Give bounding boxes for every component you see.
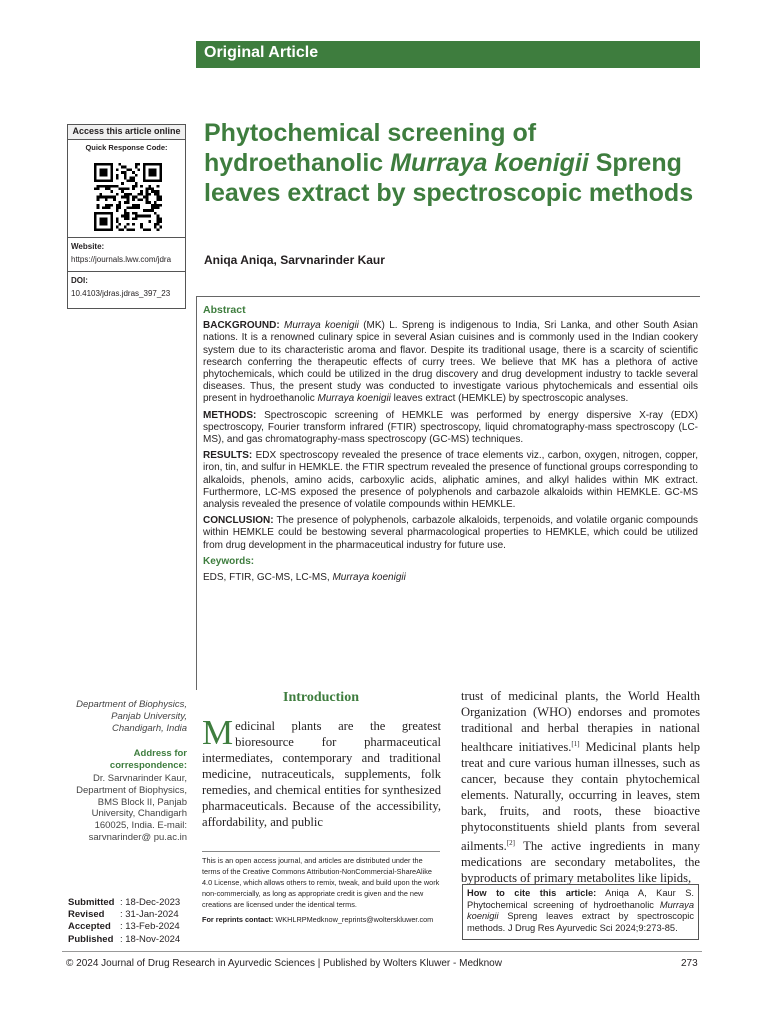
keywords-heading: Keywords: — [203, 555, 255, 567]
website-link[interactable]: https://journals.lww.com/jdra — [71, 255, 172, 264]
access-box — [67, 124, 186, 309]
body-column-left: Medicinal plants are the greatest bioresource for pharmaceutical intermediates, contemporary and traditional medicine, nutraceuticals, supplements, folk remedies, and chemical entities for synthesized pharmaceuticals. Because of the accessibility, affordability, and public — [202, 713, 441, 829]
citation-box: How to cite this article: Aniqa A, Kaur S. Phytochemical screening of hydroethanolic Murraya koenigii Spreng leaves extract by spectroscopic methods. J Drug Res Ayurvedic Sci 2024;9:273-85. — [462, 884, 699, 940]
divider — [62, 951, 702, 952]
correspondence-heading: Address for correspondence: — [109, 748, 187, 771]
open-access-notice: This is an open access journal, and articles are distributed under the terms of the Creative Commons Attribution-NonCommercial-ShareAlike 4.0 License, which allows others to remix, tweak, and build upon the work non-commercially, as long as appropriate credit is given and the new creations are licensed under the identical terms. For reprints contact: WKHLRPMedknow_reprints@wolterskluwer.com — [202, 856, 440, 924]
access-box-title: Access this article online — [68, 125, 185, 140]
divider — [196, 296, 700, 297]
divider — [68, 271, 185, 272]
citation-ref[interactable]: [1] — [571, 740, 580, 748]
qr-code-icon[interactable] — [94, 163, 162, 231]
correspondence-address: Dr. Sarvnarinder Kaur, Department of Biophysics, BMS Block II, Panjab University, Chandigarh 160025, India. E-mail: sarvnarinder@ pu.ac.in — [76, 773, 187, 843]
publication-dates — [68, 897, 180, 946]
abstract — [203, 304, 698, 584]
abstract-results: RESULTS: EDX spectroscopy revealed the presence of trace elements viz., carbon, oxygen, nitrogen, copper, iron, tin, and sulfur in HEMKLE. the FTIR spectrum revealed the presence of functional groups corresponding to alkaloids, phenols, amino acids, carboxylic acids, aliphatic amines, and alkyl halides within MK extract. Furthermore, LC-MS exposed the presence of polyphenols and carbazole alkaloids within HEMKLE. GC-MS analysis revealed the presence of volatile compounds within HEMKLE. — [203, 450, 698, 511]
page-number: 273 — [681, 958, 698, 969]
author-list: Aniqa Aniqa, Sarvnarinder Kaur — [204, 253, 385, 267]
date-row: Submitted : 18-Dec-2023 — [68, 897, 181, 908]
date-row: Accepted : 13-Feb-2024 — [68, 921, 180, 933]
abstract-background: BACKGROUND: Murraya koenigii (MK) L. Spreng is indigenous to India, Sri Lanka, and other South Asian nations. It is a renowned culinary spice in several Asian cuisines and is commonly used in the Indian cookery system due to its characteristic aroma and flavor. Despite its traditional usage, there is a scarcity of scientific research conferring the therapeutic effects of curry trees. We believe that MK has a plethora of active phytochemicals, which could be utilized in the drug discovery and drug development industry to tackle several diseases. Thus, the present study was conducted to investigate various phytochemicals and essential oils present in hydroethanolic Murraya koenigii leaves extract (HEMKLE) by spectroscopic analyses. — [203, 320, 698, 405]
doi-link[interactable]: 10.4103/jdras.jdras_397_23 — [71, 289, 171, 298]
section-heading: Introduction — [283, 690, 359, 705]
footer-text: © 2024 Journal of Drug Research in Ayurvedic Sciences | Published by Wolters Kluwer - Medknow — [66, 958, 502, 969]
keywords: EDS, FTIR, GC-MS, LC-MS, Murraya koenigii — [203, 572, 406, 584]
date-row: Published : 18-Nov-2024 — [68, 933, 181, 945]
divider — [202, 851, 440, 852]
doi-label: DOI: — [71, 276, 88, 285]
abstract-conclusion: CONCLUSION: The presence of polyphenols, carbazole alkaloids, terpenoids, and volatile organic compounds within HEMKLE could be bestowing several pharmacological properties to HEMKLE, which could be utilized from drug development in the pharmaceutical industry for future use. — [203, 515, 698, 551]
divider — [196, 296, 197, 690]
website-label: Website: — [71, 242, 105, 251]
body-column-right: trust of medicinal plants, the World Health Organization (WHO) endorses and promotes traditional and herbal therapies in national healthcare initiatives.[1] Medicinal plants help treat and cure various human illnesses, such as cancer, because they contain phytochemical elements. Naturally, occurring in leaves, stem bark, fruits, and roots, these bioactive phytoconstituents shield plants from several ailments.[2] The active ingredients in many medications are secondary metabolites, the byproducts of primary metabolites like lipids, — [461, 689, 700, 886]
article-type-banner — [196, 41, 700, 68]
qr-label: Quick Response Code: — [85, 143, 168, 152]
abstract-methods: METHODS: Spectroscopic screening of HEMKLE was performed by energy dispersive X-ray (EDX) spectroscopy, Fourier transform infrared (FTIR) spectroscopy, liquid chromatography-mass spectroscopy (LC-MS), and gas chromatography-mass spectroscopy (GC-MS) techniques. — [203, 409, 698, 446]
divider — [68, 237, 185, 238]
affiliation: Department of Biophysics, Panjab University, Chandigarh, India — [76, 699, 187, 734]
date-row: Revised : 31-Jan-2024 — [68, 909, 179, 921]
abstract-heading: Abstract — [203, 304, 246, 316]
article-type-label: Original Article — [204, 44, 319, 61]
drop-cap: M — [202, 713, 234, 752]
article-title: Phytochemical screening of hydroethanolic Murraya koenigii Spreng leaves extract by spectroscopic methods — [204, 119, 694, 207]
citation-ref[interactable]: [2] — [506, 839, 515, 848]
